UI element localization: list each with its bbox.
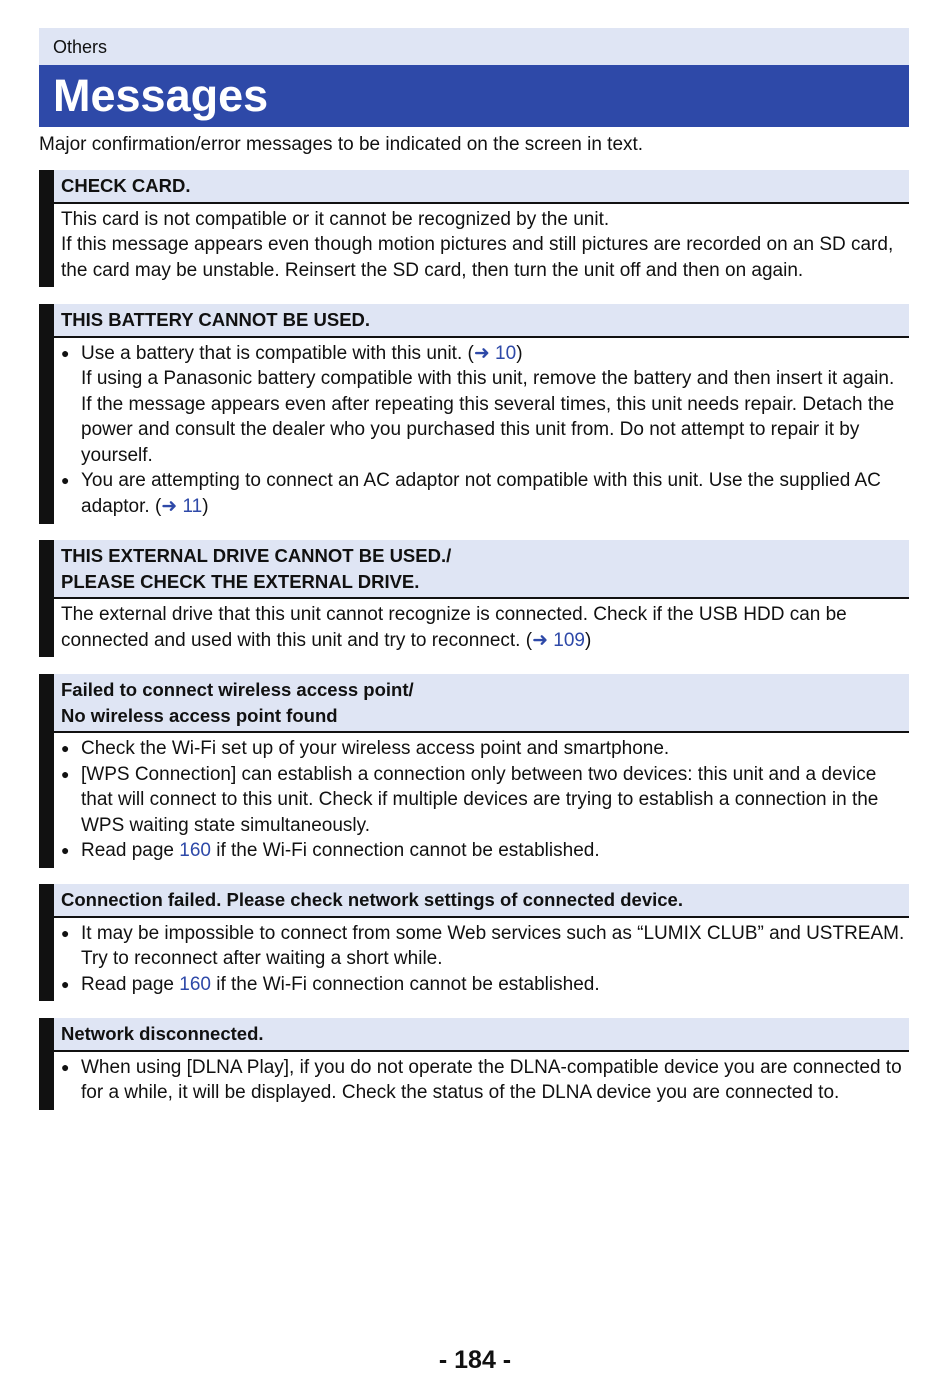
message-body xyxy=(54,204,909,288)
message-heading: THIS BATTERY CANNOT BE USED. xyxy=(54,304,909,338)
message-body xyxy=(54,733,909,868)
block-rule xyxy=(39,884,54,1001)
message-heading: Failed to connect wireless access point/ No wireless access point found xyxy=(54,674,909,733)
message-heading: THIS EXTERNAL DRIVE CANNOT BE USED./ PLEASE CHECK THE EXTERNAL DRIVE. xyxy=(54,540,909,599)
message-connection-failed xyxy=(39,884,909,1001)
page-link[interactable]: 160 xyxy=(179,840,211,862)
message-battery xyxy=(39,304,909,524)
list-item: ● Use a battery that is compatible with this unit. (➜ 10) If using a Panasonic battery compatible with this unit, remove the battery and then insert it again. If the message appears even after repeating this several times, this unit needs repair. Detach the power and consult the dealer who you purchased this unit from. Do not attempt to repair it by yourself. xyxy=(61,341,909,469)
message-text: The external drive that this unit cannot recognize is connected. Check if the USB HDD can be connected and used with this unit and try to reconnect. (➜ 109) xyxy=(61,604,847,651)
block-rule xyxy=(39,540,54,657)
section-label: Others xyxy=(39,28,909,65)
message-external-drive xyxy=(39,540,909,657)
intro-text: Major confirmation/error messages to be indicated on the screen in text. xyxy=(39,134,644,155)
message-heading: Connection failed. Please check network settings of connected device. xyxy=(54,884,909,918)
page-number: - 184 - xyxy=(438,1346,512,1374)
block-rule xyxy=(39,304,54,524)
list-item: ● You are attempting to connect an AC adaptor not compatible with this unit. Use the supplied AC adaptor. (➜ 11) xyxy=(61,468,909,519)
list-item: ● When using [DLNA Play], if you do not operate the DLNA-compatible device you are connected to for a while, it will be displayed. Check the status of the DLNA device you are connected to. xyxy=(61,1055,909,1106)
message-body xyxy=(54,599,909,657)
block-rule xyxy=(39,1018,54,1110)
page-link[interactable]: ➜ 11 xyxy=(161,496,203,518)
message-text: If this message appears even though motion pictures and still pictures are recorded on an SD card, the card may be unstable. Reinsert the SD card, then turn the unit off and then on again. xyxy=(61,234,894,281)
message-heading: CHECK CARD. xyxy=(54,170,909,204)
message-body xyxy=(54,918,909,1002)
message-body xyxy=(54,338,909,524)
list-item: ● Read page 160 if the Wi-Fi connection cannot be established. xyxy=(61,838,909,864)
message-text: This card is not compatible or it cannot be recognized by the unit. xyxy=(61,208,610,230)
page-title: Messages xyxy=(39,65,909,127)
list-item: ● Read page 160 if the Wi-Fi connection cannot be established. xyxy=(61,972,909,998)
message-body xyxy=(54,1052,909,1110)
page-link[interactable]: 160 xyxy=(179,973,211,995)
page-link[interactable]: ➜ 109 xyxy=(532,629,585,651)
list-item: ● Check the Wi-Fi set up of your wireless access point and smartphone. xyxy=(61,736,909,762)
message-wireless xyxy=(39,674,909,868)
list-item: ● [WPS Connection] can establish a connection only between two devices: this unit and a device that will connect to this unit. Check if multiple devices are trying to establish a connection in the WPS waiting state simultaneously. xyxy=(61,762,909,839)
block-rule xyxy=(39,170,54,287)
message-check-card xyxy=(39,170,909,287)
block-rule xyxy=(39,674,54,868)
message-network-disconnected xyxy=(39,1018,909,1110)
list-item: ● It may be impossible to connect from some Web services such as “LUMIX CLUB” and USTREAM. Try to reconnect after waiting a short while. xyxy=(61,921,909,972)
message-heading: Network disconnected. xyxy=(54,1018,909,1052)
page-link[interactable]: ➜ 10 xyxy=(473,342,517,364)
